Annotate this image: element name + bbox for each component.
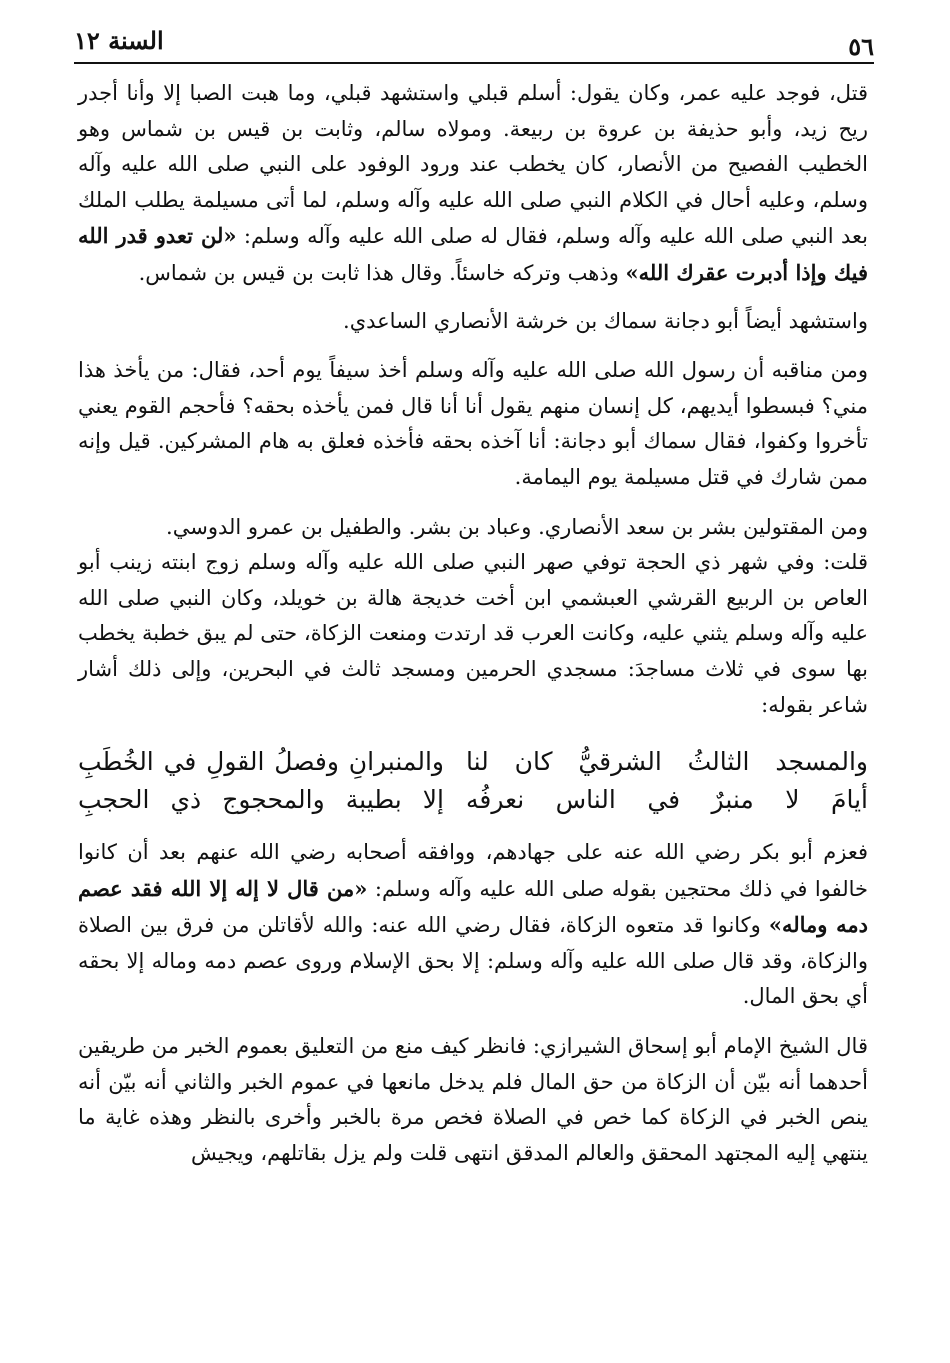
poem-verse	[78, 743, 868, 781]
page-header	[74, 22, 874, 64]
poem-hemistich-second: إلا بطيبة والمحجوج ذي الحجبِ	[78, 785, 444, 815]
poem	[78, 743, 868, 827]
paragraph-killed: ومن المقتولين بشر بن سعد الأنصاري. وعباد بن بشر. والطفيل بن عمرو الدوسي.	[166, 514, 868, 539]
paragraph-abu-bakr-text: فعزم أبو بكر رضي الله عنه على جهادهم، ووافقه أصحابه رضي الله عنهم بعد أن كانوا خالفوا في ذلك محتجين بقوله صلى الله عليه وآله وسلم:	[78, 840, 868, 901]
paragraph-companions-text: قتل، فوجد عليه عمر، وكان يقول: أسلم قبلي واستشهد قبلي، وما هبت الصبا إلا وأنا أجدر ريح زيد، وأبو حذيفة بن عروة بن ربيعة. ومولاه سالم، وثابت بن قيس بن شماس وهو الخطيب الفصيح من الأنصار، كان يخطب عند ورود الوفود على النبي صلى الله عليه وآله وسلم، وعليه أحال في الكلام النبي صلى الله عليه وآله وسلم، لما أتى مسيلمة يطلب الملك بعد النبي صلى الله عليه وآله وسلم، فقال له صلى الله عليه وآله وسلم:	[78, 81, 868, 249]
running-head: السنة ١٢	[74, 26, 164, 55]
header-rule	[74, 62, 874, 64]
paragraph-shirazi: قال الشيخ الإمام أبو إسحاق الشيرازي: فانظر كيف منع من التعليق بعموم الخبر من طريقين أحدهما أنه بيّن أن الزكاة من حق المال فلم يدخل مانعها في عموم الخبر والثاني أنه بيّن أنه ينص الخبر في الزكاة كما خص في الصلاة فخص مرة بالخبر وأخرى بالنظر وهذه غاية ما ينتهي إليه المجتهد المحقق والعالم المدقق انتهى قلت ولم يزل بقاتلهم، ويجيش	[78, 1034, 869, 1165]
page-number: ٥٦	[848, 32, 874, 61]
poem-hemistich-second: والمنبرانِ وفصلُ القولِ في الخُطَبِ	[78, 747, 444, 777]
poem-hemistich-first: والمسجد الثالثُ الشرقيُّ كان لنا	[466, 747, 868, 777]
poem-verse	[78, 781, 868, 819]
paragraph-merits: ومن مناقبه أن رسول الله صلى الله عليه وآله وسلم أخذ سيفاً يوم أحد، فقال: من يأخذ هذا مني؟ فبسطوا أيديهم، كل إنسان منهم يقول أنا أنا قال فمن يأخذه بحقه؟ فأحجم القوم يعني تأخروا وكفوا، فقال سماك أبو دجانة: أنا آخذه بحقه فأخذه فعلق به هام المشركين. قيل وإنه ممن شارك في قتل مسيلمة يوم اليمامة.	[78, 358, 868, 489]
poem-hemistich-first: أيامَ لا منبرٌ في الناس نعرفُه	[466, 785, 868, 815]
paragraph-companions-end: وذهب وتركه خاسئاً. وقال هذا ثابت بن قيس بن شماس.	[138, 260, 626, 285]
hadith-quote: «من قال لا إله إلا الله فقد عصم دمه وماله»	[78, 875, 868, 938]
paragraph-abu-al-as: قلت: وفي شهر ذي الحجة توفي صهر النبي صلى الله عليه وآله وسلم زوج ابنته زينب أبو العاص بن الربيع القرشي العبشمي ابن أخت خديجة هالة بن خويلد، وكان النبي صلى الله عليه وآله وسلم يثني عليه، وكانت العرب قد ارتدت ومنعت الزكاة، حتى لم يبق خطبة يخطب بها سوى في ثلاث مساجدَ: مسجدي الحرمين ومسجد ثالث في البحرين، وإلى ذلك أشار شاعر بقوله:	[78, 550, 868, 717]
hadith-quote: «لن تعدو قدر الله فيك وإذا أدبرت عقرك الله»	[78, 223, 868, 285]
page-body	[78, 76, 868, 1171]
paragraph-abu-dujana: واستشهد أيضاً أبو دجانة سماك بن خرشة الأنصاري الساعدي.	[343, 308, 868, 333]
paragraph-companions	[78, 76, 868, 292]
paragraph-abu-bakr-end: وكانوا قد متعوه الزكاة، فقال رضي الله عنه: والله لأقاتلن من فرق بين الصلاة والزكاة، وقد قال صلى الله عليه وآله وسلم: إلا بحق الإسلام وروى عصم دمه وماله إلا بحقه أي بحق المال.	[78, 913, 868, 1009]
paragraph-abu-bakr	[78, 835, 868, 1015]
